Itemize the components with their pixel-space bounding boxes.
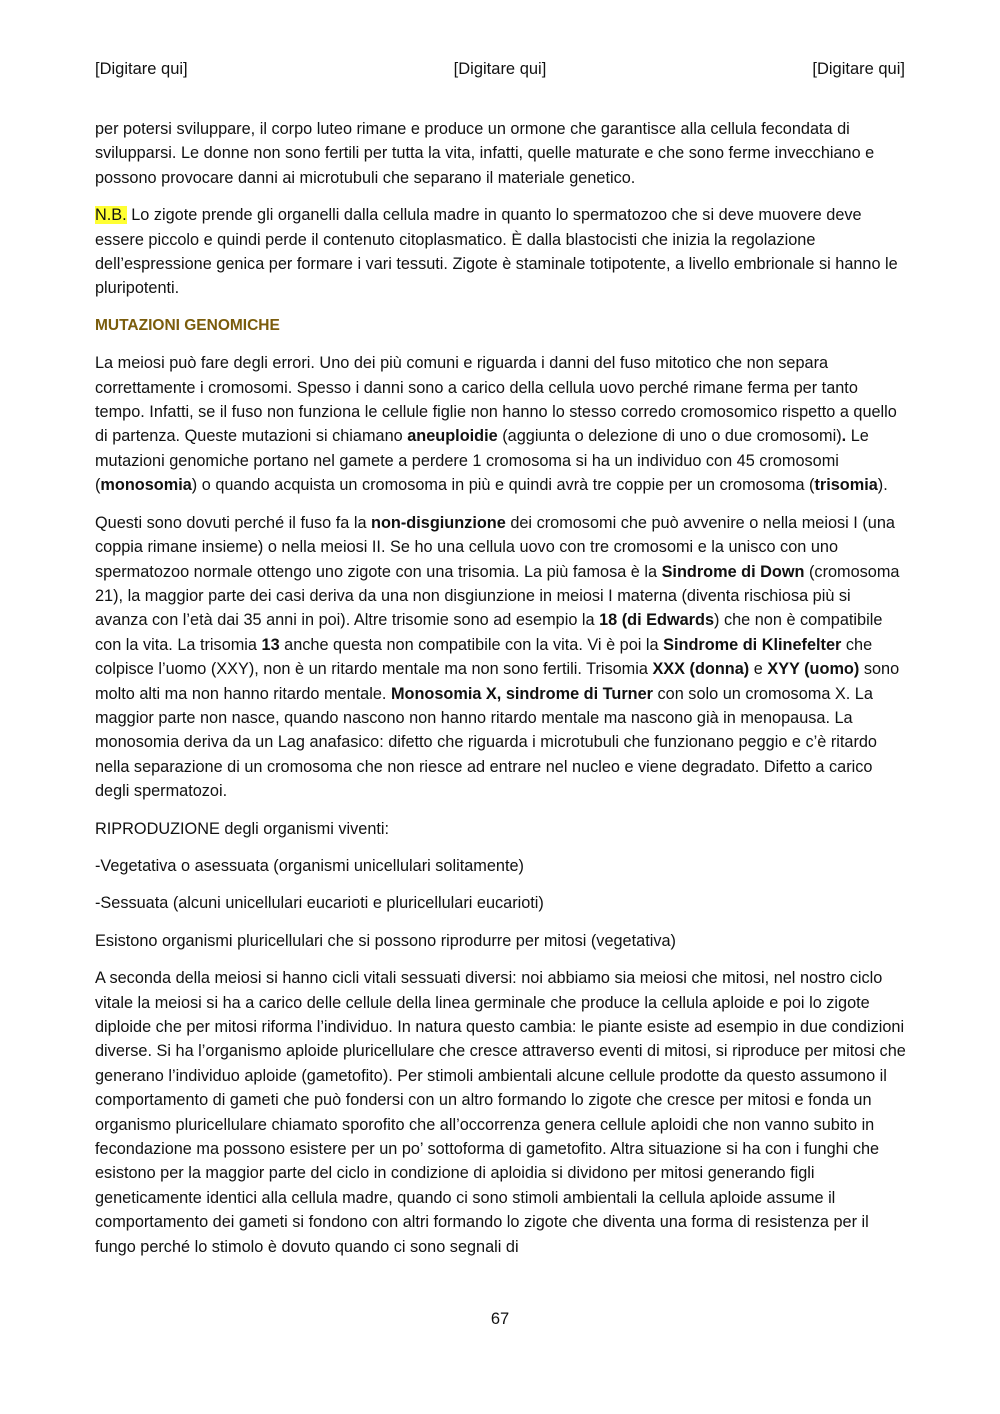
text-run: dei cromosomi che può avvenire o nella meiosi I (una coppia rimane insieme) o nella meiosi II. Se ho una cellula uovo con tre cromosomi e la unisco con uno spermatozoo normale ottengo uno zigote con una trisomia. La più famosa è la — [95, 513, 895, 581]
text-run: ) che non è compatibile con la vita. La trisomia — [95, 611, 883, 654]
text-run: anche questa non compatibile con la vita. Vi è poi la — [279, 635, 664, 654]
bold-term-monosomia: monosomia — [100, 476, 192, 495]
text-run: con solo un cromosoma X. La maggior parte non nasce, quando nascono non hanno ritardo mentale ma nascono già in menopausa. La monosomia deriva da un Lag anafasico: difetto che riguarda i microtubuli che funzionano peggio e c’è ritardo nella separazione di un cromosoma che non riesce ad entrare nel nucleo e viene degradato. Difetto a carico degli spermatozoi. — [95, 684, 877, 801]
header-center: [Digitare qui] — [453, 60, 547, 78]
page-header — [95, 60, 905, 84]
section-heading: MUTAZIONI GENOMICHE — [95, 316, 280, 334]
bold-term-edwards: 18 (di Edwards — [599, 611, 715, 630]
text-run: sono molto alti ma non hanno ritardo mentale. — [95, 660, 900, 703]
bold-term-xyy: XYY (uomo) — [767, 660, 860, 679]
header-right: [Digitare qui] — [812, 60, 905, 78]
bold-term-klinefelter: Sindrome di Klinefelter — [663, 635, 842, 654]
text-run: Questi sono dovuti perché il fuso fa la — [95, 513, 372, 532]
list-item-vegetativa: -Vegetativa o asessuata (organismi unicellulari solitamente) — [95, 856, 524, 875]
paragraph-aneuploidie — [95, 351, 907, 497]
bold-term-xxx: XXX (donna) — [652, 660, 750, 679]
page-number: 67 — [490, 1310, 510, 1328]
text-run: (aggiunta o delezione di uno o due cromosomi) — [497, 427, 842, 446]
page-body — [95, 117, 907, 1272]
paragraph-non-disgiunzione — [95, 511, 907, 804]
nb-text: Lo zigote prende gli organelli dalla cellula madre in quanto lo spermatozoo che si deve muovere deve essere piccolo e quindi perde il contenuto citoplasmatico. È dalla blastocisti che inizia la regolazione dell’espressione genica per formare i vari tessuti. Zigote è staminale totipotente, a livello embrionale si hanno le pluripotenti. — [95, 206, 898, 298]
text-run: (cromosoma 21), la maggior parte dei casi deriva da una non disgiunzione in meiosi I materna (diventa rischiosa più si avanza con l’età dai 35 anni in poi). Altre trisomie sono ad esempio la — [95, 562, 900, 630]
bold-term-non-disgiunzione: non-disgiunzione — [371, 513, 506, 532]
bold-term-sindrome-down: Sindrome di Down — [661, 562, 805, 581]
bold-term-trisomia: trisomia — [814, 476, 878, 495]
paragraph-riproduzione: RIPRODUZIONE degli organismi viventi: — [95, 819, 390, 838]
header-left: [Digitare qui] — [95, 60, 188, 78]
bold-term-turner: Monosomia X, sindrome di Turner — [390, 684, 653, 703]
nb-highlight-label: N.B. — [95, 206, 127, 225]
bold-period: . — [841, 427, 847, 446]
bold-term-13: 13 — [261, 635, 280, 654]
text-run: Le mutazioni genomiche portano nel gamete a perdere 1 cromosoma si ha un individuo con 45 cromosomi ( — [95, 427, 869, 495]
paragraph-pluricellulari: Esistono organismi pluricellulari che si possono riprodurre per mitosi (vegetativa) — [95, 931, 676, 950]
paragraph-cicli-vitali: A seconda della meiosi si hanno cicli vitali sessuati diversi: noi abbiamo sia meiosi che mitosi, nel nostro ciclo vitale la meiosi si ha a carico delle cellule della linea germinale che produce la cellula aploide e poi lo zigote diploide che per mitosi riforma l’individuo. In natura questo cambia: le piante esiste ad esempio in due condizioni diverse. Si ha l’organismo aploide pluricellulare che cresce attraverso eventi di mitosi, si riproduce per mitosi che generano l’individuo aploide (gametofito). Per stimoli ambientali alcune cellule prodotte da questo assumono il comportamento di gameti che può fondersi con un altro formando lo zigote che cresce per mitosi e fonda un organismo pluricellulare chiamato sporofito che all’occorrenza genera cellule aploidi che non vanno subito in fecondazione ma possono esistere per un po’ sottoforma di gametofito. Altra situazione si ha con i funghi che esistono per la maggior parte del ciclo in condizione di aploidia si dividono per mitosi generando figli geneticamente identici alla cellula madre, quando ci sono stimoli ambientali la cellula aploide assume il comportamento dei gameti si fondono con altri formando lo zigote che diventa una forma di resistenza per il fungo perché lo stimolo è dovuto quando ci sono segnali di — [95, 969, 906, 1256]
paragraph-nb — [95, 203, 907, 301]
text-run: ) o quando acquista un cromosoma in più e quindi avrà tre coppie per un cromosoma ( — [191, 476, 815, 495]
list-item-sessuata: -Sessuata (alcuni unicellulari eucarioti e pluricellulari eucarioti) — [95, 894, 544, 913]
paragraph-corpo-luteo: per potersi sviluppare, il corpo luteo rimane e produce un ormone che garantisce alla cellula fecondata di svilupparsi. Le donne non sono fertili per tutta la vita, infatti, quelle maturate e che sono ferme invecchiano e possono provocare danni ai microtubuli che separano il materiale genetico. — [95, 120, 875, 187]
text-run: che colpisce l’uomo (XXY), non è un ritardo mentale ma non sono fertili. Trisomia — [95, 635, 873, 679]
text-run: La meiosi può fare degli errori. Uno dei più comuni e riguarda i danni del fuso mitotico che non separa correttamente i cromosomi. Spesso i danni sono a carico della cellula uovo perché rimane ferma per tanto tempo. Infatti, se il fuso non funziona le cellule figlie non hanno lo stesso corredo cromosomico rispetto a quello di partenza. Queste mutazioni si chiamano — [95, 354, 897, 446]
text-run: ). — [877, 476, 888, 495]
text-run: e — [749, 660, 768, 679]
bold-term-aneuploidie: aneuploidie — [407, 427, 498, 446]
